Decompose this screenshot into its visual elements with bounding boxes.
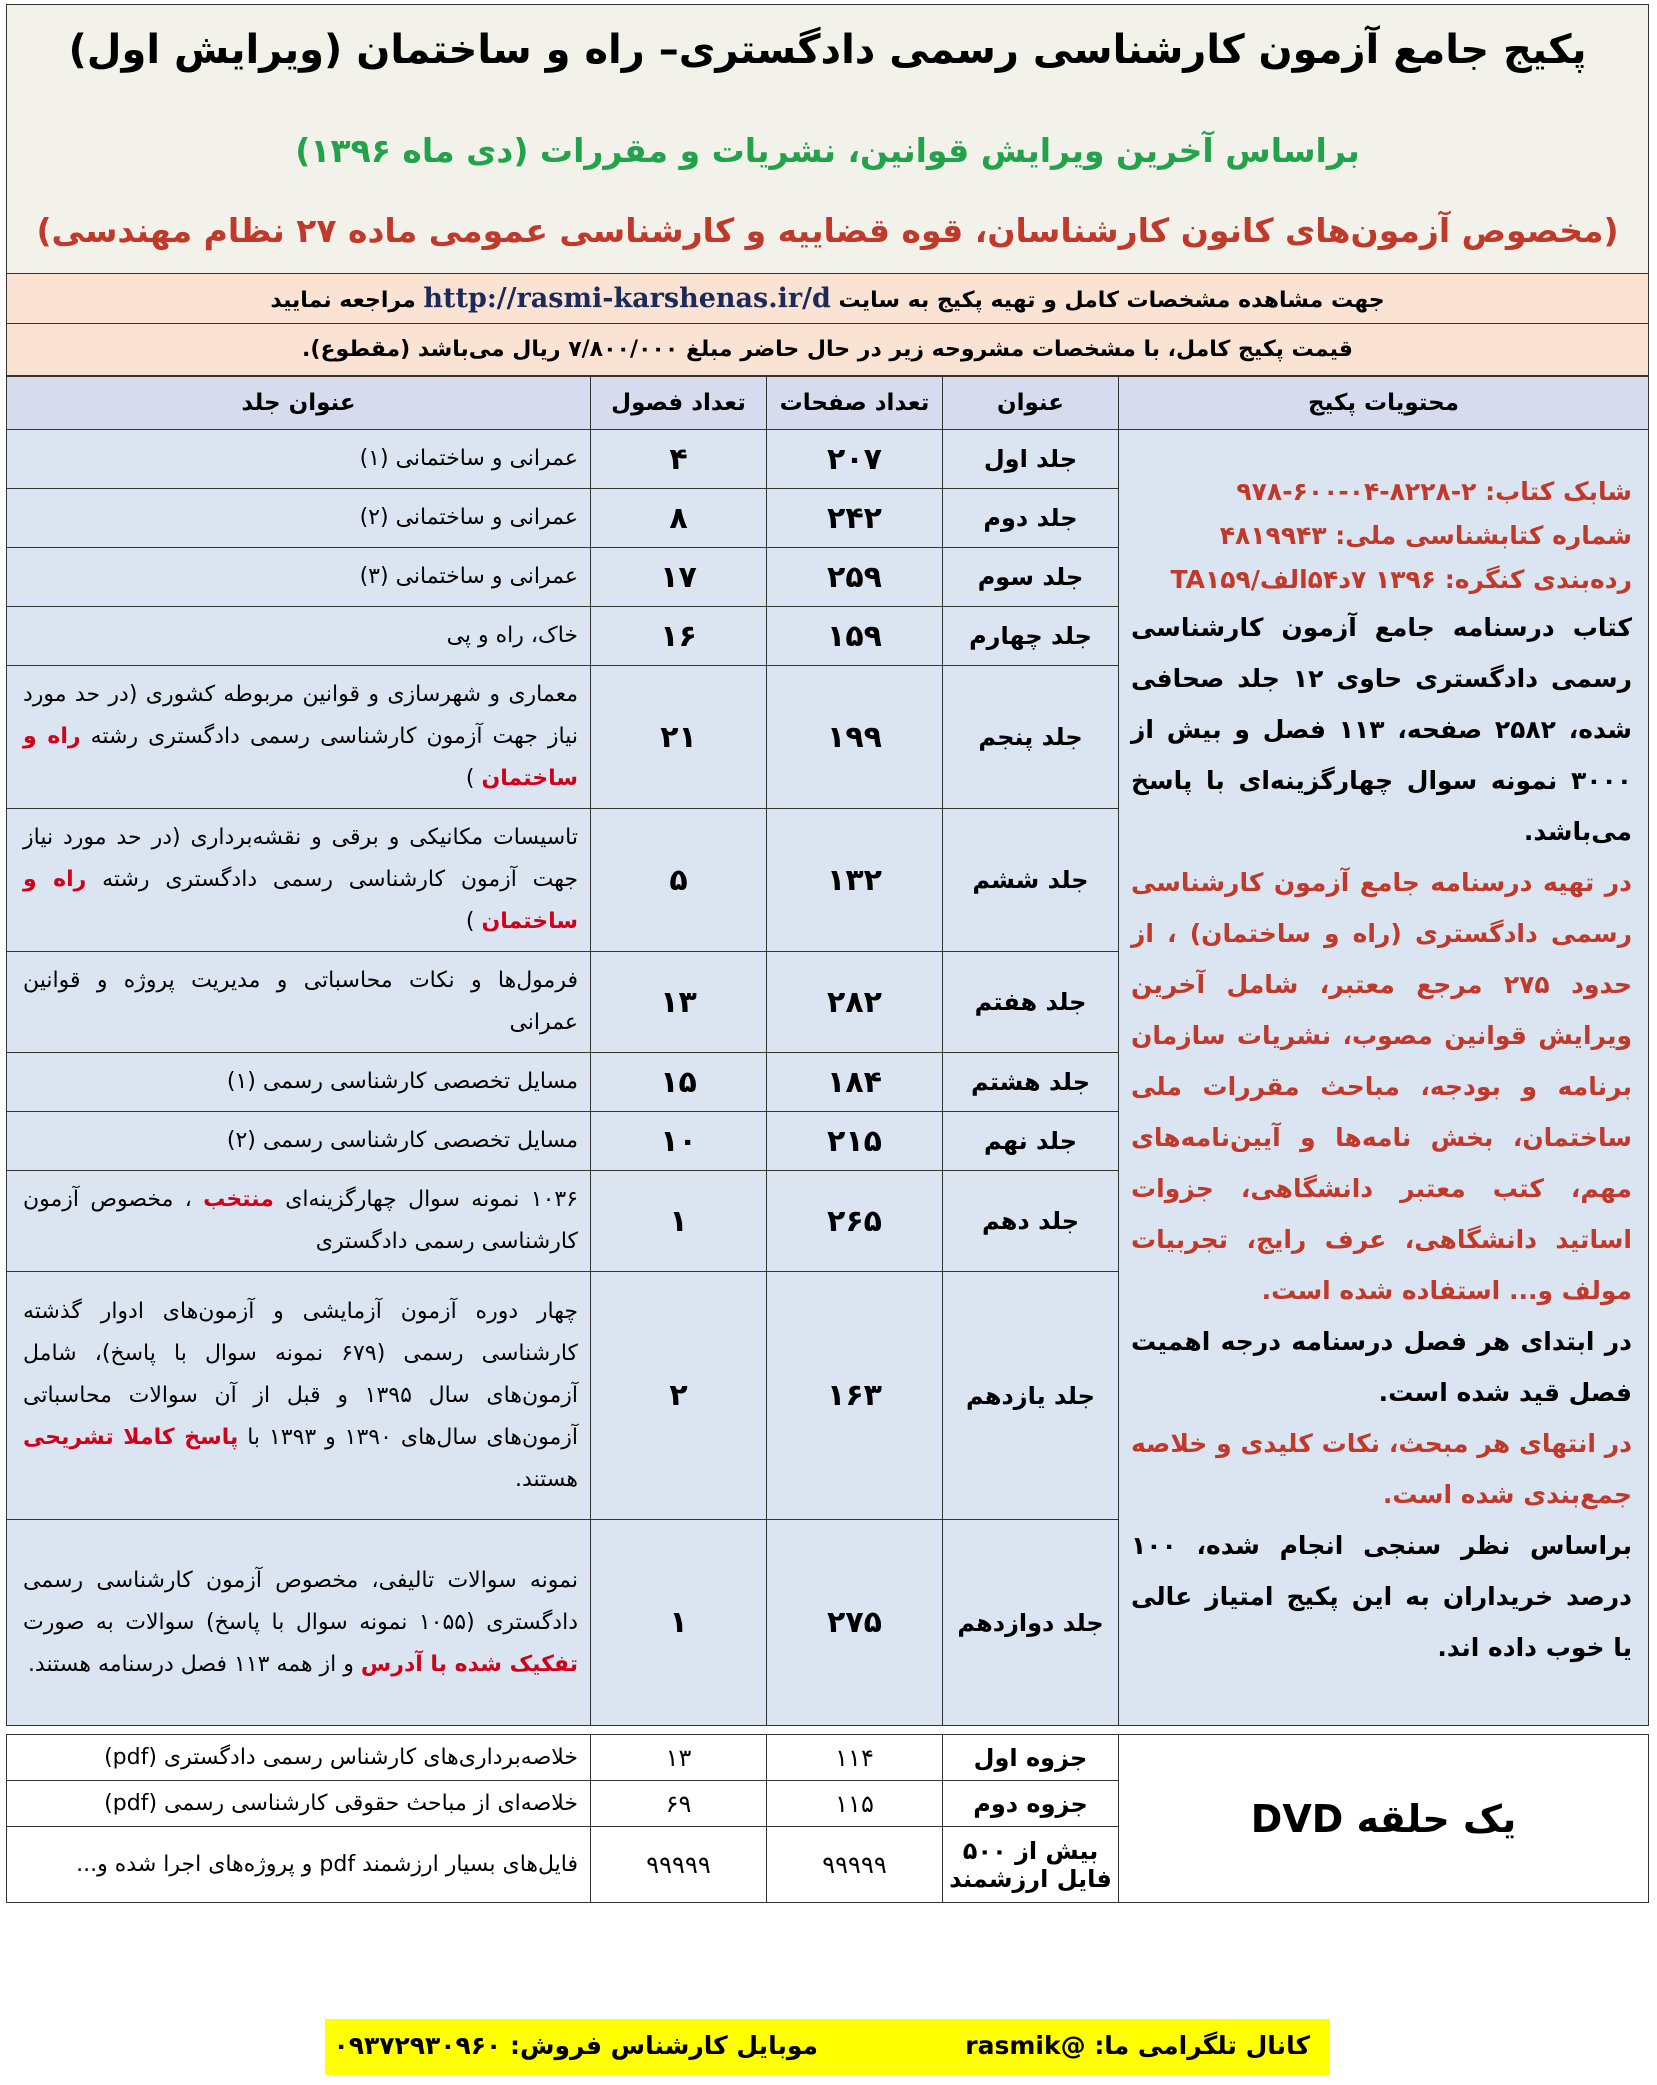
section-separator [7,1726,1649,1735]
volume-title: جلد هفتم [943,952,1119,1053]
volume-title: جلد اول [943,430,1119,489]
volume-description-tail: و از همه ۱۱۳ فصل درسنامه هستند. [27,1651,354,1677]
volume-description-tail: ) [465,766,475,791]
dvd-label: یک حلقه DVD [1119,1735,1649,1903]
volume-pages: ۲۰۷ [767,430,943,489]
volume-description-tail: ، مخصوص آزمون کارشناسی رسمی دادگستری [23,1187,578,1254]
volume-pages: ۲۷۵ [767,1520,943,1726]
volume-description-text: تاسیسات مکانیکی و برقی و نقشه‌برداری (در حد مورد نیاز جهت آزمون کارشناسی رسمی دادگستری رشته [23,825,578,892]
subtitle-green: براساس آخرین ویرایش قوانین، نشریات و مقررات (دی ماه ۱۳۹۶) [295,131,1360,170]
volume-title: جلد ششم [943,809,1119,952]
volume-title: جلد پنجم [943,666,1119,809]
volume-description-text: عمرانی و ساختمانی (۱) [359,446,578,471]
extra-pages: ۱۱۵ [767,1781,943,1827]
volume-title: جلد یازدهم [943,1272,1119,1520]
volume-chapters: ۱۶ [591,607,767,666]
extra-pages: ۹۹۹۹۹ [767,1827,943,1903]
volume-chapters: ۱۵ [591,1053,767,1112]
extra-title: جزوه اول [943,1735,1119,1781]
volume-chapters: ۸ [591,489,767,548]
volume-pages: ۲۸۲ [767,952,943,1053]
extra-chapters: ۶۹ [591,1781,767,1827]
header [6,4,1649,274]
volume-chapters: ۱۳ [591,952,767,1053]
price-line: قیمت پکیج کامل، با مشخصات مشروحه زیر در حال حاضر مبلغ ۷/۸۰۰/۰۰۰ ریال می‌باشد (مقطوع). [6,324,1649,376]
volume-pages: ۲۶۵ [767,1171,943,1272]
volume-description-text: فرمول‌ها و نکات محاسباتی و مدیریت پروژه و قوانین عمرانی [23,968,578,1035]
package-contents [1119,430,1649,1726]
site-line [6,274,1649,324]
volume-description-text: ۱۰۳۶ نمونه سوال چهارگزینه‌ای [285,1187,579,1212]
volume-title: جلد دوازدهم [943,1520,1119,1726]
volume-pages: ۱۶۳ [767,1272,943,1520]
contents-paragraph-3: در ابتدای هر فصل درسنامه درجه اهمیت فصل قید شده است. [1131,1327,1632,1407]
volume-description [7,1112,591,1171]
volume-title: جلد دوم [943,489,1119,548]
package-sheet [6,4,1649,1903]
national-bib-number: شماره کتابشناسی ملی: ۴۸۱۹۹۴۳ [1219,521,1632,550]
extra-title: بیش از ۵۰۰ فایل ارزشمند [943,1827,1119,1903]
volume-description-tail: هستند. [514,1466,578,1492]
volume-chapters: ۱۰ [591,1112,767,1171]
footer-contact [325,2019,1330,2075]
volume-chapters: ۵ [591,809,767,952]
volume-description [7,430,591,489]
volume-description-highlight: راه و ساختمان [23,867,578,934]
contents-paragraph-4: در انتهای هر مبحث، نکات کلیدی و خلاصه جمع‌بندی شده است. [1131,1429,1632,1509]
volume-description-text: چهار دوره آزمون آزمایشی و آزمون‌های ادوار گذشته کارشناسی رسمی (۶۷۹ نمونه سوال با پاسخ)، شامل آزمون‌های سال ۱۳۹۵ و قبل از آن سوالات محاسباتی آزمون‌های سال‌های ۱۳۹۰ و ۱۳۹۳ با [23,1298,578,1450]
volume-description-tail: ) [465,909,475,934]
page-title: پکیج جامع آزمون کارشناسی رسمی دادگستری– راه و ساختمان (ویرایش اول) [68,27,1587,73]
volume-description [7,548,591,607]
extra-pages: ۱۱۴ [767,1735,943,1781]
volume-title: جلد نهم [943,1112,1119,1171]
volume-description-text: مسایل تخصصی کارشناسی رسمی (۲) [226,1128,578,1153]
volume-title: جلد سوم [943,548,1119,607]
contents-paragraph-2: در تهیه درسنامه جامع آزمون کارشناسی رسمی دادگستری (راه و ساختمان) ، از حدود ۲۷۵ مرجع معتبر، شامل آخرین ویرایش قوانین مصوب، نشریات سازمان برنامه و بودجه، مباحث مقررات ملی ساختمان، بخش نامه‌ها و آیین‌نامه‌های مهم، کتب معتبر دانشگاهی، جزوات اساتید دانشگاهی، عرف رایج، تجربیات مولف و... استفاده شده است. [1131,868,1632,1305]
volume-description [7,607,591,666]
volume-description [7,1053,591,1112]
column-header-row [7,377,1649,430]
volume-description [7,1171,591,1272]
site-line-prefix: جهت مشاهده مشخصات کامل و تهیه پکیج به سایت [838,288,1385,313]
volume-pages: ۲۴۲ [767,489,943,548]
congress-class: رده‌بندی کنگره: ۱۳۹۶ ۷د۵۴الف/TA۱۵۹ [1170,565,1632,594]
extra-description: خلاصه‌ای از مباحث حقوقی کارشناسی رسمی (pdf) [7,1781,591,1827]
col-chapters: تعداد فصول [591,377,767,430]
volume-description [7,1272,591,1520]
volume-description-text: معماری و شهرسازی و قوانین مربوطه کشوری (در حد مورد نیاز جهت آزمون کارشناسی رسمی دادگستری رشته [23,682,578,749]
extra-row [7,1735,1649,1781]
col-contents: محتویات پکیج [1119,377,1649,430]
volume-description-text: خاک، راه و پی [446,623,578,648]
volume-chapters: ۱ [591,1171,767,1272]
extra-chapters: ۱۳ [591,1735,767,1781]
volume-description [7,489,591,548]
volume-description-highlight: تفکیک شده با آدرس [360,1651,578,1677]
volume-chapters: ۱ [591,1520,767,1726]
volume-chapters: ۱۷ [591,548,767,607]
contents-table [6,376,1649,1903]
extra-chapters: ۹۹۹۹۹ [591,1827,767,1903]
volume-description-text: نمونه سوالات تالیفی، مخصوص آزمون کارشناسی رسمی دادگستری (۱۰۵۵ نمونه سوال با پاسخ) سوالات به صورت [23,1567,578,1635]
volume-description-text: مسایل تخصصی کارشناسی رسمی (۱) [226,1069,578,1094]
volume-description [7,1520,591,1726]
volume-chapters: ۴ [591,430,767,489]
volume-pages: ۱۵۹ [767,607,943,666]
volume-title: جلد چهارم [943,607,1119,666]
col-title: عنوان [943,377,1119,430]
volume-pages: ۲۱۵ [767,1112,943,1171]
volume-description-text: عمرانی و ساختمانی (۳) [359,564,578,589]
contents-paragraph-5: براساس نظر سنجی انجام شده، ۱۰۰ درصد خریداران به این پکیج امتیاز عالی یا خوب داده اند. [1131,1531,1632,1662]
site-line-suffix: مراجعه نمایید [270,288,416,313]
sales-mobile[interactable]: موبایل کارشناس فروش: ۰۹۳۷۲۹۳۰۹۶۰ [333,2031,818,2060]
volume-chapters: ۲۱ [591,666,767,809]
volume-pages: ۱۳۲ [767,809,943,952]
volume-pages: ۱۸۴ [767,1053,943,1112]
volume-description-highlight: پاسخ کاملا تشریحی [23,1424,239,1450]
volume-title: جلد هشتم [943,1053,1119,1112]
volume-title: جلد دهم [943,1171,1119,1272]
volume-row [7,430,1649,489]
volume-description [7,666,591,809]
volume-description-highlight: منتخب [203,1187,274,1212]
separator-cell [7,1726,1649,1735]
subtitle-red: (مخصوص آزمون‌های کانون کارشناسان، قوه قضاییه و کارشناسی عمومی ماده ۲۷ نظام مهندسی) [36,211,1619,250]
site-link[interactable]: http://rasmi-karshenas.ir/d [423,283,831,314]
extra-description: خلاصه‌برداری‌های کارشناس رسمی دادگستری (pdf) [7,1735,591,1781]
col-pages: تعداد صفحات [767,377,943,430]
volume-description [7,809,591,952]
isbn: شابک کتاب: ۲-۸۲۲۸-۰۴-۶۰۰-۹۷۸ [1236,477,1632,506]
volume-description [7,952,591,1053]
extra-description: فایل‌های بسیار ارزشمند pdf و پروژه‌های اجرا شده و... [7,1827,591,1903]
volume-chapters: ۲ [591,1272,767,1520]
telegram-channel[interactable]: کانال تلگرامی ما: @rasmik [965,2031,1310,2060]
volume-pages: ۲۵۹ [767,548,943,607]
contents-paragraph-1: کتاب درسنامه جامع آزمون کارشناسی رسمی دادگستری حاوی ۱۲ جلد صحافی شده، ۲۵۸۲ صفحه، ۱۱۳ فصل و بیش از ۳۰۰۰ نمونه سوال چهارگزینه‌ای با پاسخ می‌باشد. [1131,613,1633,846]
volume-pages: ۱۹۹ [767,666,943,809]
volume-description-highlight: راه و ساختمان [23,724,578,791]
extra-title: جزوه دوم [943,1781,1119,1827]
volume-description-text: عمرانی و ساختمانی (۲) [359,505,578,530]
col-volume-title: عنوان جلد [7,377,591,430]
